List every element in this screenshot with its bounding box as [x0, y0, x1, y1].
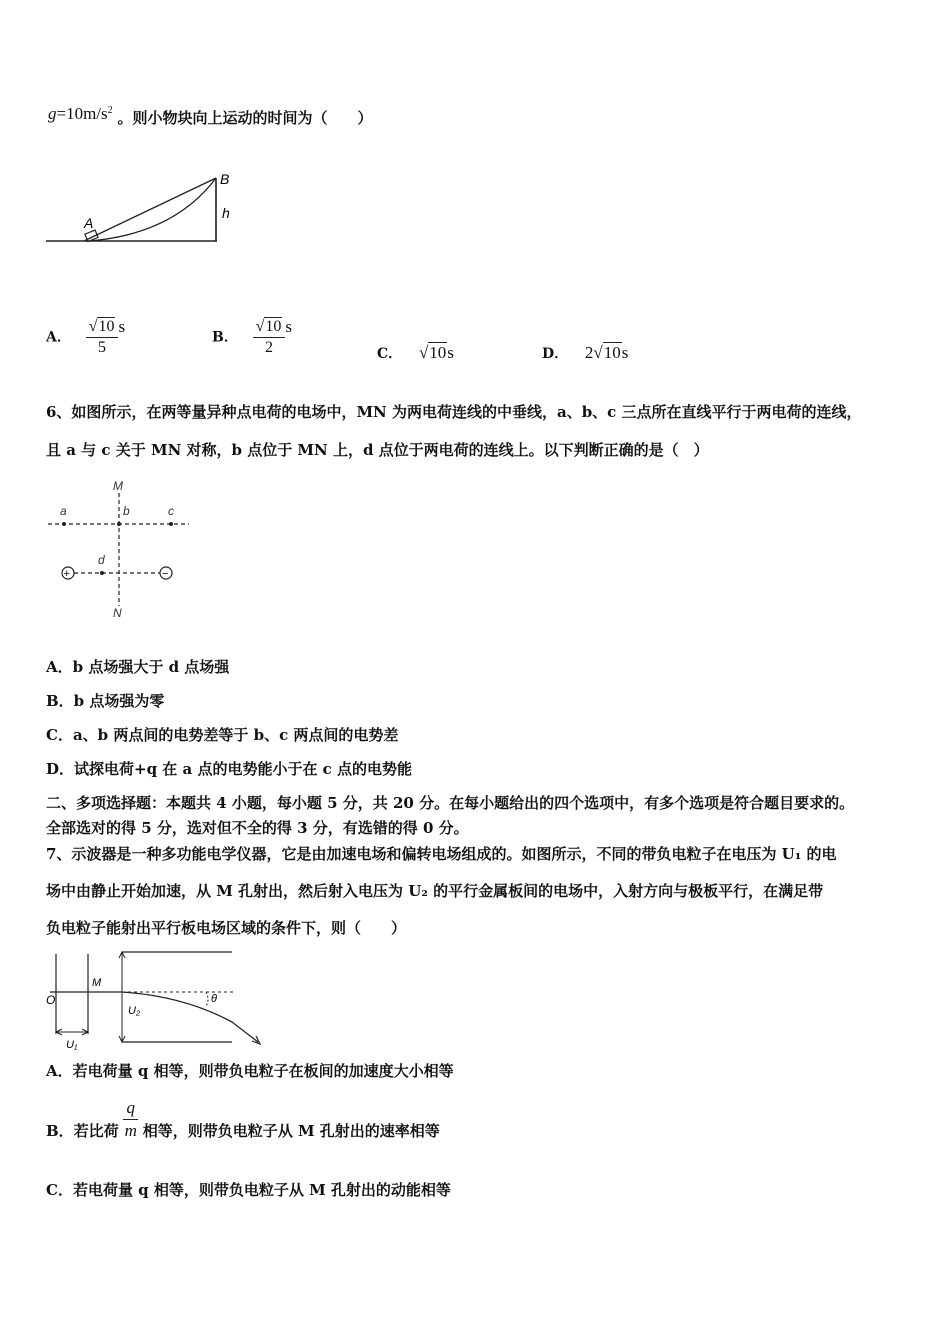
q5-option-b[interactable]: [212, 318, 292, 357]
option-b-prefix: B．若比荷: [46, 1121, 119, 1140]
q5-option-d[interactable]: D． 2√10s: [542, 343, 629, 362]
label-b: b: [123, 504, 130, 518]
radicand: 10: [265, 318, 282, 335]
gravity-value: =10m/s: [56, 104, 108, 123]
q6-option-b[interactable]: B．b 点场强为零: [46, 692, 165, 710]
point-b: [117, 522, 121, 526]
option-label: B．: [212, 329, 238, 346]
theta-arc: [206, 992, 208, 1006]
q6-stem-line1: 6、如图所示，在两等量异种点电荷的电场中，MN 为两电荷连线的中垂线，a、b、c 三点所在直线平行于两电荷的连线，: [46, 403, 862, 421]
section2-heading-line2: 全部选对的得 5 分，选对但不全的得 3 分，有选错的得 0 分。: [46, 819, 469, 837]
q6-option-d[interactable]: D．试探电荷+q 在 a 点的电势能小于在 c 点的电势能: [46, 760, 413, 778]
point-c: [169, 522, 173, 526]
numerator: q: [123, 1098, 138, 1120]
minus-sign: −: [162, 568, 169, 580]
label-n: N: [113, 606, 122, 620]
q6-stem-line2: 且 a 与 c 关于 MN 对称，b 点位于 MN 上，d 点位于两电荷的连线上。以下判断正确的是（ ）: [46, 441, 709, 459]
unit: s: [285, 316, 293, 336]
q7-oscilloscope-figure: [44, 946, 274, 1054]
option-label: A．: [46, 329, 71, 346]
q7-option-a[interactable]: A．若电荷量 q 相等，则带负电粒子在板间的加速度大小相等: [46, 1062, 454, 1080]
unit: s: [621, 343, 629, 362]
option-b-suffix: 相等，则带负电粒子从 M 孔射出的速率相等: [142, 1121, 440, 1140]
radicand: 10: [429, 343, 447, 362]
label-u1: U₁: [66, 1039, 78, 1051]
label-c: c: [168, 504, 174, 518]
label-h: h: [222, 205, 230, 221]
q5-question-line: [48, 104, 373, 127]
incline-line: [84, 178, 216, 241]
label-d: d: [98, 553, 105, 567]
section2-heading-line1: 二、多项选择题：本题共 4 小题，每小题 5 分，共 20 分。在每小题给出的四个选项中，有多个选项是符合题目要求的。: [46, 794, 855, 812]
coefficient: 2: [584, 343, 594, 362]
label-a: a: [60, 504, 67, 518]
q7-stem-line1: 7、示波器是一种多功能电学仪器，它是由加速电场和偏转电场组成的。如图所示，不同的带负电粒子在电压为 U₁ 的电: [46, 845, 837, 863]
denominator: 2: [265, 339, 274, 356]
q7-option-b[interactable]: [46, 1098, 440, 1141]
unit: s: [447, 343, 454, 362]
fraction: $\frac{√10}{2}$: [253, 318, 286, 357]
label-o: O: [46, 993, 56, 1007]
q5-option-a[interactable]: [46, 318, 125, 357]
plus-sign: +: [63, 568, 70, 580]
q6-option-a[interactable]: A．b 点场强大于 d 点场强: [46, 658, 230, 676]
q5-incline-figure: [44, 166, 244, 248]
option-label: C．: [377, 346, 403, 362]
q6-field-figure: [44, 478, 204, 623]
denominator: m: [124, 1121, 137, 1140]
radicand: 10: [98, 318, 115, 335]
denominator: 5: [98, 339, 107, 356]
label-m: M: [113, 479, 123, 493]
particle-trajectory: [122, 992, 258, 1042]
unit: s: [118, 316, 126, 336]
radicand: 10: [603, 343, 621, 362]
point-d: [100, 571, 104, 575]
point-a: [62, 522, 66, 526]
q5-option-c[interactable]: C． √10s: [377, 343, 454, 362]
option-label: D．: [542, 346, 569, 362]
charge-mass-ratio: [123, 1098, 138, 1141]
label-theta: θ: [211, 993, 217, 1005]
q5-question-text: 。则小物块向上运动的时间为（ ）: [117, 109, 373, 127]
fraction: $\frac{√10}{5}$: [86, 318, 119, 357]
label-a: A: [84, 215, 94, 231]
q7-option-c[interactable]: C．若电荷量 q 相等，则带负电粒子从 M 孔射出的动能相等: [46, 1181, 451, 1199]
q7-stem-line3: 负电粒子能射出平行板电场区域的条件下，则（ ）: [46, 919, 407, 937]
q7-stem-line2: 场中由静止开始加速，从 M 孔射出，然后射入电压为 U₂ 的平行金属板间的电场中，入射方向与极板平行，在满足带: [46, 882, 824, 900]
label-u2: U₂: [128, 1005, 141, 1017]
gravity-symbol: g: [48, 104, 57, 123]
q6-option-c[interactable]: C．a、b 两点间的电势差等于 b、c 两点间的电势差: [46, 726, 399, 744]
gravity-exponent: 2: [107, 105, 113, 116]
label-m: M: [92, 977, 102, 989]
label-b: B: [220, 171, 230, 187]
